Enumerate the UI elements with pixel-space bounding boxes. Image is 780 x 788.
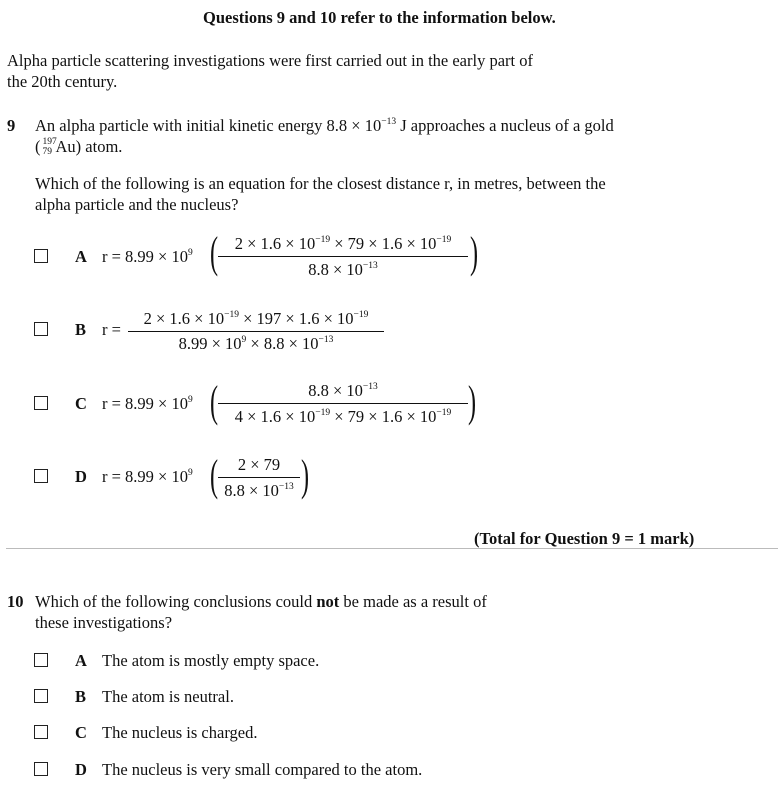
q9-option-c-denominator: $4 \times 1.6 \times 10^{-19} \times 79 \times 1.6 \times 10^{-19}$ — [234, 407, 452, 426]
question-10-line-1: Which of the following conclusions could not be made as a result of — [35, 592, 487, 611]
q9-option-d-lhs: $r = 8.99 \times 10^9$ — [102, 467, 193, 486]
q10-option-d-checkbox[interactable] — [34, 762, 48, 776]
right-paren-icon: ) — [468, 377, 477, 426]
q9-option-a-denominator: $8.8 \times 10^{-13}$ — [308, 260, 378, 279]
q9-option-c-letter: C — [75, 394, 87, 413]
q10-option-d-letter: D — [75, 760, 87, 779]
question-9-total: (Total for Question 9 = 1 mark) — [474, 529, 695, 548]
q10-option-b-text: The atom is neutral. — [102, 687, 234, 706]
question-9-line-1: An alpha particle with initial kinetic energy $8.8 \times 10^{-13}$ J approaches a nucleus of a gold — [35, 116, 614, 135]
intro-line-1: Alpha particle scattering investigations were first carried out in the early part of — [7, 51, 533, 70]
right-paren-icon: ) — [470, 228, 479, 277]
intro-line-2: the 20th century. — [7, 72, 118, 91]
q9-option-a-letter: A — [75, 247, 87, 266]
q9-option-b-checkbox[interactable] — [34, 322, 48, 336]
q9-option-c-lhs: $r = 8.99 \times 10^9$ — [102, 394, 193, 413]
question-9-ask-2: alpha particle and the nucleus? — [35, 195, 239, 214]
q9-option-b-denominator: $8.99 \times 10^9 \times 8.8 \times 10^{-13}$ — [178, 334, 334, 353]
q9-option-a-checkbox[interactable] — [34, 249, 48, 263]
left-paren-icon: ( — [210, 451, 219, 500]
q9-option-d-denominator: $8.8 \times 10^{-13}$ — [224, 481, 294, 500]
gold-nuclide-notation: 197 79 — [42, 137, 57, 157]
q10-option-b-checkbox[interactable] — [34, 689, 48, 703]
q10-option-a-text: The atom is mostly empty space. — [102, 651, 320, 670]
q9-option-d-letter: D — [75, 467, 87, 486]
question-10-line-2: these investigations? — [35, 613, 173, 632]
fraction-bar — [218, 477, 300, 478]
q9-option-a-numerator: $2 \times 1.6 \times 10^{-19} \times 79 \times 1.6 \times 10^{-19}$ — [234, 234, 452, 253]
question-9-line-2: ( 197 79 Au) atom. — [35, 137, 123, 157]
q10-option-d-text: The nucleus is very small compared to the atom. — [102, 760, 423, 779]
q10-option-c-letter: C — [75, 723, 87, 742]
question-9-number: 9 — [7, 116, 16, 135]
right-paren-icon: ) — [301, 451, 310, 500]
q9-option-c-numerator: $8.8 \times 10^{-13}$ — [308, 381, 378, 400]
q9-option-d-checkbox[interactable] — [34, 469, 48, 483]
q9-option-a-lhs: $r = 8.99 \times 10^9$ — [102, 247, 193, 266]
left-paren-icon: ( — [210, 377, 219, 426]
q9-option-d-numerator: 2 × 79 — [237, 455, 281, 474]
q10-option-a-letter: A — [75, 651, 87, 670]
fraction-bar — [218, 256, 468, 257]
question-9-ask-1: Which of the following is an equation for the closest distance r, in metres, between the — [35, 174, 606, 193]
q10-option-c-checkbox[interactable] — [34, 725, 48, 739]
section-divider — [6, 548, 778, 549]
q9-option-b-lhs: r = — [102, 320, 121, 339]
question-10-number: 10 — [7, 592, 24, 611]
q9-option-b-letter: B — [75, 320, 87, 339]
q10-option-b-letter: B — [75, 687, 87, 706]
q9-option-b-numerator: $2 \times 1.6 \times 10^{-19} \times 197 \times 1.6 \times 10^{-19}$ — [143, 309, 369, 328]
fraction-bar — [218, 403, 468, 404]
left-paren-icon: ( — [210, 228, 219, 277]
q10-option-a-checkbox[interactable] — [34, 653, 48, 667]
q9-option-c-checkbox[interactable] — [34, 396, 48, 410]
q10-option-c-text: The nucleus is charged. — [102, 723, 258, 742]
section-header: Questions 9 and 10 refer to the information below. — [203, 8, 556, 27]
fraction-bar — [128, 331, 384, 332]
